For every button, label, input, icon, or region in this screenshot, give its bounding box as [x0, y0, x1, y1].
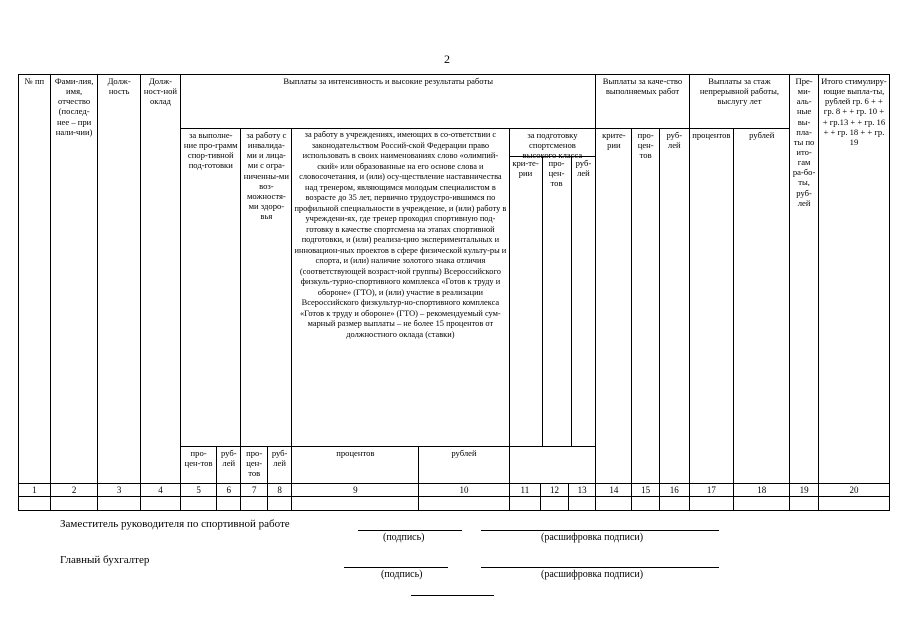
table-cell[interactable]: [734, 497, 790, 511]
header-athletes: [509, 129, 596, 447]
header-quality-rub: руб-лей: [659, 129, 689, 484]
table-cell[interactable]: [241, 497, 267, 511]
col-number: 7: [241, 484, 267, 497]
header-quality-criteria: крите-рии: [596, 129, 632, 484]
header-tenure-percent: процентов: [689, 129, 734, 484]
header-athletes-title: за подготовку спортсменов высокого класса: [510, 129, 596, 157]
table-cell[interactable]: [596, 497, 632, 511]
deputy-signature-line[interactable]: [358, 530, 462, 531]
header-position: Долж-ность: [98, 75, 140, 484]
table-cell[interactable]: [790, 497, 819, 511]
header-program: за выполне-ние про-грамм спор-тивной под-готовки: [181, 129, 241, 447]
accountant-decode-line[interactable]: [481, 567, 719, 568]
col-number: 11: [509, 484, 541, 497]
table-cell[interactable]: [509, 497, 541, 511]
col-number: 12: [541, 484, 569, 497]
table-row: [19, 497, 890, 511]
table-cell[interactable]: [689, 497, 734, 511]
col-number: 18: [734, 484, 790, 497]
header-disabled: за работу с инвалида-ми и лица-ми с огра-ниченны-ми воз-можностя-ми здоро-вья: [241, 129, 292, 447]
col-number: 19: [790, 484, 819, 497]
deputy-decode-hint: (расшифровка подписи): [541, 532, 644, 543]
table-cell[interactable]: [541, 497, 569, 511]
col-number: 15: [632, 484, 660, 497]
header-program-rub: руб-лей: [217, 447, 241, 484]
col-number: 16: [659, 484, 689, 497]
header-athletes-rub: руб-лей: [575, 158, 592, 179]
col-number: 17: [689, 484, 734, 497]
header-institutions: за работу в учреждениях, имеющих в со-ответствии с законодательством Россий-ской Федерации право использовать в своих наименованиях слово «олимпий-ский» или образованные на его основе слова и словосочетания, и (или) осу-ществление наставничества над тренером, являющимся молодым специалистом в возрасте до 35 лет, первично трудоустро-ившимся по профильной специальности в учреждение, и (или) работу в учреждени-ях, где тренер проходил спортивную под-готовку в качестве спортсмена на этапах спортивной подготовки, и (или) реализа-цию экспериментальных и инновацион-ных проектов в сфере физической культу-ры и спорта, и (или) наличие золотого знака отличия (соответствующей возраст-ной группы) Всероссийского физкуль-турно-спортивного комплекса «Готов к труду и обороне» (ГТО), и (или) участие в реализации Всероссийского физкультур-но-спортивного комплекса «Готов к труду и обороне» (ГТО) – рекомендуемый сум-марный размер выплаты – не более 15 процентов от должностного оклада (ставки): [292, 129, 509, 447]
col-number: 5: [181, 484, 217, 497]
header-athletes-spacer: [509, 447, 596, 484]
header-athletes-percent: про-цен-тов: [543, 157, 572, 446]
header-no: № пп: [19, 75, 51, 484]
col-number: 1: [19, 484, 51, 497]
col-number: 13: [568, 484, 596, 497]
table-cell[interactable]: [267, 497, 291, 511]
table-cell[interactable]: [659, 497, 689, 511]
header-disabled-rub: руб-лей: [267, 447, 291, 484]
header-institutions-percent: процентов: [292, 447, 419, 484]
accountant-label: Главный бухгалтер: [60, 554, 150, 566]
accountant-signature-hint: (подпись): [381, 569, 423, 580]
header-program-percent: про-цен-тов: [181, 447, 217, 484]
table-cell[interactable]: [818, 497, 889, 511]
table-cell[interactable]: [419, 497, 509, 511]
col-number: 2: [50, 484, 98, 497]
header-fio: Фами-лия, имя, отчество (послед-нее – при нали-чии): [50, 75, 98, 484]
table-cell[interactable]: [98, 497, 140, 511]
table-cell[interactable]: [632, 497, 660, 511]
col-number: 9: [292, 484, 419, 497]
deputy-label: Заместитель руководителя по спортивной работе: [60, 518, 290, 530]
header-intensity: Выплаты за интенсивность и высокие результаты работы: [181, 75, 596, 129]
header-salary: Долж-ност-ной оклад: [140, 75, 180, 484]
column-numbers-row: [19, 484, 890, 497]
accountant-decode-hint: (расшифровка подписи): [541, 569, 644, 580]
col-number: 6: [217, 484, 241, 497]
page-number: 2: [444, 52, 450, 66]
accountant-signature-line[interactable]: [344, 567, 448, 568]
table-cell[interactable]: [292, 497, 419, 511]
header-tenure-rub: рублей: [734, 129, 790, 484]
col-number: 14: [596, 484, 632, 497]
deputy-decode-line[interactable]: [481, 530, 719, 531]
header-tenure: Выплаты за стаж непрерывной работы, выслугу лет: [689, 75, 790, 129]
header-quality-percent: про-цен-тов: [632, 129, 660, 484]
col-number: 20: [818, 484, 889, 497]
table-cell[interactable]: [140, 497, 180, 511]
col-number: 4: [140, 484, 180, 497]
header-total: Итого стимулиру-ющие выпла-ты, рублей гр. 6 + + гр. 8 + + гр. 10 + + гр.13 + + гр. 16 + + гр. 18 + + гр. 19: [818, 75, 889, 484]
header-athletes-criteria: кри-те-рии: [510, 157, 543, 446]
header-bonus: Пре-ми-аль-ные вы-пла-ты по ито-гам ра-бо-ты, руб-лей: [790, 75, 819, 484]
table-cell[interactable]: [19, 497, 51, 511]
table-cell[interactable]: [217, 497, 241, 511]
header-row-1: [19, 75, 890, 129]
header-disabled-percent: про-цен-тов: [241, 447, 267, 484]
col-number: 8: [267, 484, 291, 497]
payments-table: [18, 74, 890, 511]
table-cell[interactable]: [568, 497, 596, 511]
col-number: 10: [419, 484, 509, 497]
date-line[interactable]: [411, 595, 494, 596]
table-cell[interactable]: [181, 497, 217, 511]
table-cell[interactable]: [50, 497, 98, 511]
col-number: 3: [98, 484, 140, 497]
deputy-signature-hint: (подпись): [383, 532, 425, 543]
header-institutions-rub: рублей: [419, 447, 509, 484]
header-quality: Выплаты за каче-ство выполняемых работ: [596, 75, 689, 129]
